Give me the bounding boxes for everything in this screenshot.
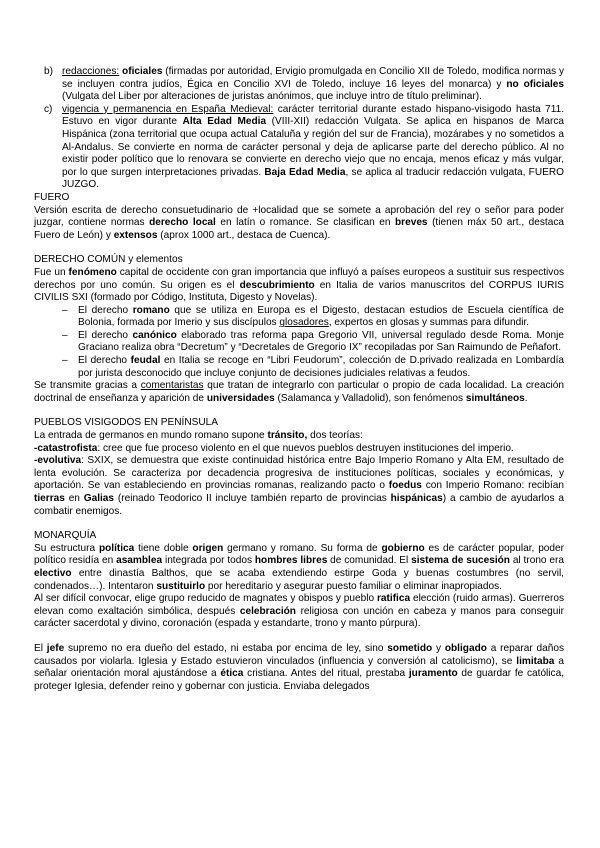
text-run: (Salamanca y Valladolid), son fenómenos — [274, 392, 466, 404]
text-run: , se aplica al traducir redacción vulgata, FUERO JUZGO. — [62, 166, 564, 191]
text-run: glosadores — [279, 317, 329, 329]
text-run: hombres libres — [254, 555, 328, 567]
text-run: (reinado Teodorico II incluye también reparto de provincias — [114, 493, 391, 504]
text-run: ) a cambio de ayudarlos a combatir enemigos. — [34, 493, 564, 517]
text-run: integrada por todos — [162, 555, 255, 567]
text-run: redacciones: — [62, 66, 120, 77]
list-item-text — [62, 104, 564, 191]
text-run: asamblea — [116, 555, 163, 567]
text-run: foedus — [388, 480, 422, 492]
list-item-text — [78, 330, 564, 354]
text-run: (firmadas por autoridad, Ervigio promulgada en Concilio XII de Toledo, modifica normas y se incluyen contra judíos, Égica en Concilio XVI de Toledo, incluye 16 leyes del monarca) y — [62, 66, 564, 90]
list-item-text — [78, 305, 564, 329]
text-run: canónico — [132, 329, 177, 341]
text-run: Galias — [83, 493, 115, 504]
text-run: : SXIX, se demuestra que existe continuidad histórica entre Bajo Imperio Romano y Alta EM, resultado de lenta evolución. Se caracteriza por decadencia progresiva de instituciones políticas, sociales y económicas, y aportación. Se van estableciendo en provincias romanas, realizando pacto o — [34, 455, 564, 492]
text-run: breves — [395, 217, 428, 229]
list-marker: – — [62, 329, 68, 341]
text-run: extensos — [113, 229, 158, 241]
text-run: universidades — [206, 392, 275, 404]
text-run: Alta Edad Media — [182, 116, 267, 128]
text-run: comentaristas — [140, 380, 204, 392]
text-run: sometido — [387, 642, 433, 654]
text-run: y — [432, 642, 445, 654]
text-run: : cree que fue proceso violento en el que nuevos pueblos destruyen instituciones del imperio. — [97, 442, 514, 454]
text-run: (VIII-XII) redacción Vulgata. Se aplica en hispanos de Marca Hispánica (zona territorial que ocupa actual Cataluña y región del sur de Francia), mozárabes y no sometidos a Al-Andalus. Se convierte en norma de carácter personal y deja de aplicarse parte del derecho público. Al no existir poder político que lo renovara se convierte en derecho viejo que no encaja, menos eficaz y más vulgar, por lo que surgen interpretaciones privadas. — [62, 116, 564, 178]
text-run: El — [34, 642, 47, 654]
text-run: Versión escrita de derecho consuetudinario de +localidad que se somete a aprobación del rey o señor para poder juzgar, contiene normas — [34, 204, 564, 229]
text-run: Al ser difícil convocar, elige grupo reducido de magnates y obispos y pueblo — [34, 593, 377, 605]
list-marker: c) — [44, 103, 53, 115]
text-run: ratifica — [376, 593, 411, 605]
text-run: a reparar daños causados por violarla. Iglesia y Estado estuvieron vinculados (influencia y conversión al catolicismo), se — [34, 642, 564, 667]
fuero-paragraph — [34, 205, 564, 243]
text-run: descubrimiento — [239, 279, 315, 291]
text-run: obligado — [444, 642, 487, 654]
section-heading-pueblos-visigodos: PUEBLOS VISIGODOS EN PENÍNSULA — [34, 417, 218, 429]
section-heading-derecho-comun: DERECHO COMÚN y elementos — [34, 254, 183, 266]
text-run: cristiana. Antes del ritual, prestaba — [243, 668, 409, 680]
text-run: jefe — [46, 642, 65, 654]
text-run: sistema de sucesión — [411, 555, 510, 567]
monarquia-paragraph-3 — [34, 643, 564, 693]
text-run: de comunidad. El — [327, 555, 412, 567]
list-marker: – — [62, 355, 68, 367]
text-run: hispánicas — [390, 493, 443, 504]
text-run: que tratan de integrarlo con particular o propio de cada localidad. La creación doctrinal de enseñanza y aparición de — [34, 380, 564, 404]
text-run: (Vulgata del Liber por alteraciones de juristas anónimos, que incluye intro de título preliminar). — [62, 91, 482, 103]
text-run: carácter territorial durante estado hispano-visigodo hasta 711. Estuvo en vigor durante — [62, 103, 565, 128]
text-run: La entrada de germanos en mundo romano supone — [34, 430, 268, 442]
text-run: celebración — [239, 605, 296, 617]
list-item — [34, 305, 564, 330]
text-run: fenómeno — [68, 266, 117, 278]
list-item-text — [62, 66, 564, 102]
list-item — [34, 330, 564, 355]
derecho-comun-intro — [34, 267, 564, 305]
text-run: Fue un — [34, 266, 69, 278]
text-run: Se transmite gracias a — [34, 380, 141, 392]
text-run: en Italia se recoge en “Libri Feudorum”, colección de D.privado realizada en Lombardía por jurista desconocido que incluye conjunto de decisiones judiciales relativas a feudos. — [78, 355, 565, 379]
list-marker: – — [62, 304, 68, 316]
text-run: al trono era — [509, 555, 564, 567]
text-run: -evolutiva — [34, 455, 82, 467]
text-run: tierras — [34, 493, 65, 504]
text-run: juramento — [408, 668, 458, 680]
text-run: feudal — [130, 355, 161, 367]
visigothic-code-list — [34, 66, 564, 192]
text-run: supremo no era dueño del estado, ni estaba por encima de ley, sino — [64, 642, 388, 654]
text-run: de guardar fe católica, proteger Iglesia, defender reino y gobernar con justicia. Enviaba delegados — [34, 668, 565, 692]
pueblos-paragraph-1 — [34, 430, 564, 443]
list-item — [34, 355, 564, 380]
text-run: en Italia de varios manuscritos del CORPUS IURIS CIVILIS SXI (formado por Código, Instituta, Digesto y Novelas). — [34, 279, 564, 304]
text-run: por hereditario y asegurar puesto familiar o eliminar inapropiados. — [205, 580, 502, 592]
pueblos-paragraph-catastrofista — [34, 443, 564, 456]
text-run: Su estructura — [34, 542, 99, 554]
text-run: (tienen máx 50 art., destaca Fuero de León) y — [34, 217, 564, 241]
text-run: vigencia y permanencia en España Medieval: — [62, 103, 274, 115]
text-run: dos teorías: — [307, 430, 363, 442]
text-run: religiosa con unción en cabeza y manos para conseguir carácter sacerdotal y divino, coronación (espada y estandarte, trono y manto púrpura). — [34, 605, 565, 630]
text-run: ética — [220, 668, 244, 680]
text-run: germano y romano. Su forma de — [223, 542, 382, 554]
document-page — [34, 66, 564, 693]
text-run: -catastrofista — [34, 442, 98, 454]
list-item-text — [78, 355, 564, 379]
section-heading-fuero: FUERO — [34, 191, 70, 203]
text-run: elaborado tras reforma papa Gregorio VII, universal regulado desde Roma. Monje Graciano realiza obra “Decretum” y “Decretales de Gregorio IX” recopiladas por San Raimundo de Peñafort. — [78, 329, 565, 354]
monarquia-paragraph-1 — [34, 543, 564, 593]
text-run: con Imperio Romano: recibían — [421, 480, 564, 492]
text-run: tránsito, — [267, 430, 308, 442]
text-run: que se utiliza en Europa es el Digesto, destacan estudios de Escuela científica de Bolonia, formada por Imerio y sus discípulos — [78, 304, 564, 329]
text-run: capital de occidente con gran importancia que influyó a países europeos a sustituir sus respectivos derechos por uno común. Su origen es el — [34, 266, 564, 291]
text-run: (aprox 1000 art., destaca de Cuenca). — [157, 229, 331, 241]
text-run: a señalar orientación moral ajustándose a — [34, 655, 565, 680]
text-run: romano — [132, 304, 170, 316]
text-run: oficiales — [122, 66, 163, 77]
text-run: en — [64, 493, 84, 504]
derecho-comun-outro — [34, 380, 564, 405]
pueblos-paragraph-evolutiva — [34, 455, 564, 518]
derecho-comun-list — [34, 305, 564, 381]
text-run: gobierno — [381, 542, 425, 554]
text-run: . — [524, 392, 528, 404]
text-run: El derecho — [78, 304, 133, 316]
text-run: Baja Edad Media — [264, 166, 346, 178]
list-item — [34, 104, 564, 192]
text-run: El derecho — [78, 329, 133, 341]
text-run: El derecho — [78, 355, 131, 367]
text-run: elección (ruido armas). Guerreros elevan como exaltación simbólica, después — [34, 593, 565, 617]
text-run: , expertos en glosas y summas para difundir. — [328, 317, 530, 329]
text-run: simultáneos — [465, 392, 525, 404]
section-heading-monarquia: MONARQUÍA — [34, 530, 97, 542]
text-run: sustituirlo — [156, 580, 206, 592]
text-run: tiene doble — [134, 542, 193, 554]
text-run: origen — [192, 542, 224, 554]
list-marker: b) — [44, 66, 53, 77]
monarquia-paragraph-2 — [34, 593, 564, 631]
text-run: política — [98, 542, 135, 554]
text-run: limitaba — [516, 655, 555, 667]
text-run: electivo — [34, 567, 72, 579]
text-run: entre dinastía Balthos, que se acaba extendiendo estirpe Goda y buenas costumbres (no servil, condenados…). Intentaron — [34, 567, 564, 592]
text-run: derecho local — [149, 217, 216, 229]
text-run: es de carácter popular, poder político residía en — [34, 542, 565, 567]
text-run: en latín o romance. Se clasifican en — [215, 217, 395, 229]
text-run: no oficiales — [506, 78, 564, 90]
list-item — [34, 66, 564, 104]
